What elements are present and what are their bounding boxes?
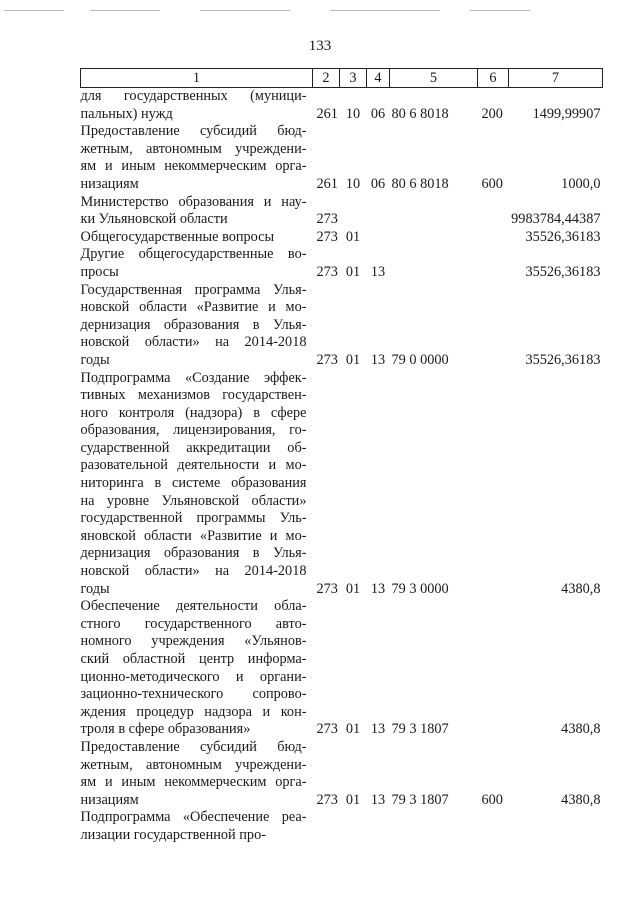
description-line: Предоставление субсидий бюд- [80,123,307,140]
description-line: новской области «Развитие и мо- [80,299,307,316]
ministry-code: 273 [316,721,338,738]
target-article-code: 79 0 0000 [391,351,449,368]
description-line: Обеспечение деятельности обла- [80,598,307,615]
row-description [81,370,313,599]
expense-type-code [478,194,509,229]
table-row [81,598,603,739]
amount: 35526,36183 [525,263,601,280]
description-line: Подпрограмма «Обеспечение реа- [80,809,307,826]
column-header-3: 3 [340,69,367,88]
row-description [81,739,313,809]
table-row [81,123,603,193]
row-description [81,809,313,844]
column-header-7: 7 [509,69,603,88]
table-row [81,739,603,809]
description-line: ниторинга в системе образования [80,475,307,492]
description-line: ного контроля (надзора) в сфере [80,404,307,421]
row-description [81,123,313,193]
scan-mark [330,10,440,11]
table-header-row [81,69,603,88]
table-row [81,229,603,247]
section-code [340,194,367,229]
amount: 35526,36183 [525,351,601,368]
table-row [81,246,603,281]
description-line: Предоставление субсидий бюд- [80,738,307,755]
description-line: Государственная программа Улья- [80,281,307,298]
row-description [81,598,313,739]
amount: 4380,8 [561,721,601,738]
description-line: на уровне Ульяновской области» [80,492,307,509]
subsection-code [367,229,390,247]
description-line: Общегосударственные вопросы [80,228,275,245]
target-article-code [390,246,478,281]
table-row [81,88,603,124]
target-article-code [390,809,478,844]
ministry-code: 273 [316,263,338,280]
amount: 35526,36183 [525,228,601,245]
subsection-code: 13 [370,721,386,738]
table-body [81,88,603,845]
description-line: ям и иным некоммерческим орга- [80,774,307,791]
subsection-code: 13 [370,580,386,597]
description-line: дернизация образования в Улья- [80,545,307,562]
amount: 4380,8 [561,791,601,808]
description-line: низациям [80,175,139,192]
description-line: жетным, автономным учреждени- [80,140,307,157]
column-header-2: 2 [313,69,340,88]
table-row [81,282,603,370]
row-description [81,282,313,370]
expense-type-code [478,809,509,844]
subsection-code: 06 [370,105,386,122]
scan-mark [4,10,64,11]
subsection-code: 06 [370,175,386,192]
section-code: 01 [345,228,361,245]
expense-type-code [478,246,509,281]
description-line: Подпрограмма «Создание эффек- [80,369,307,386]
amount: 9983784,44387 [511,211,601,228]
column-header-4: 4 [367,69,390,88]
ministry-code: 273 [316,351,338,368]
expense-type-code [478,229,509,247]
description-line: яновской области «Развитие и мо- [80,527,307,544]
expense-type-code [478,598,509,739]
description-line: сударственной аккредитации об- [80,439,307,456]
description-line: Другие общегосударственные во- [80,246,307,263]
description-line: новской области» на 2014-2018 [80,334,307,351]
description-line: ям и иным некоммерческим орга- [80,158,307,175]
ministry-code: 273 [316,228,338,245]
description-line: зационно-технического сопрово- [80,686,307,703]
description-line: номного учреждения «Ульянов- [80,633,307,650]
section-code: 01 [345,791,361,808]
scan-mark [90,10,160,11]
target-article-code: 79 3 0000 [391,580,449,597]
page-number: 133 [308,38,332,54]
section-code: 01 [345,580,361,597]
section-code: 01 [345,263,361,280]
description-line: просы [80,263,119,280]
column-header-6: 6 [478,69,509,88]
row-description [81,88,313,124]
amount: 4380,8 [561,580,601,597]
expense-type-code: 200 [481,105,503,122]
ministry-code: 273 [316,791,338,808]
description-line: пальных) нужд [80,105,173,122]
subsection-code [367,194,390,229]
description-line: ский областной центр информа- [80,651,307,667]
row-description [81,229,313,247]
expense-type-code: 600 [481,791,503,808]
description-line: дернизация образования в Улья- [80,316,307,333]
subsection-code: 13 [370,351,386,368]
expense-type-code [478,282,509,370]
budget-table [80,68,603,845]
target-article-code [390,194,478,229]
description-line: жетным, автономным учреждени- [80,756,307,773]
ministry-code [313,809,340,844]
description-line: для государственных (муници- [80,88,307,104]
target-article-code: 79 3 1807 [391,791,449,808]
scan-mark [470,10,530,11]
amount: 1000,0 [561,175,601,192]
description-line: ждения процедур надзора и кон- [80,703,307,720]
section-code: 10 [345,175,361,192]
row-description [81,194,313,229]
description-line: разовательной деятельности и мо- [80,457,307,474]
description-line: лизации государственной про- [80,826,266,843]
description-line: образования, лицензирования, го- [80,422,307,439]
section-code: 10 [345,105,361,122]
description-line: троля в сфере образования» [80,721,251,738]
description-line: тивных механизмов государствен- [80,387,307,404]
ministry-code: 261 [316,175,338,192]
section-code: 01 [345,721,361,738]
description-line: ционно-методического и органи- [80,668,307,685]
ministry-code: 273 [316,580,338,597]
column-header-1: 1 [81,69,313,88]
target-article-code: 80 6 8018 [391,105,449,122]
amount [509,809,603,844]
description-line: годы [80,580,110,597]
expense-type-code: 600 [481,175,503,192]
ministry-code: 261 [316,105,338,122]
section-code: 01 [345,351,361,368]
description-line: новской области» на 2014-2018 [80,563,307,580]
expense-type-code [478,370,509,599]
description-line: стного государственного авто- [80,615,307,632]
table-row [81,194,603,229]
description-line: годы [80,351,110,368]
target-article-code: 80 6 8018 [391,175,449,192]
target-article-code [390,229,478,247]
description-line: Министерство образования и нау- [80,193,307,210]
subsection-code: 13 [370,791,386,808]
subsection-code [367,809,390,844]
description-line: низациям [80,791,139,808]
subsection-code: 13 [370,263,386,280]
scan-mark [200,10,290,11]
ministry-code: 273 [316,211,338,228]
description-line: государственной программы Уль- [80,510,307,527]
table-row [81,809,603,844]
target-article-code: 79 3 1807 [391,721,449,738]
description-line: ки Ульяновской области [80,211,228,228]
amount: 1499,99907 [532,105,601,122]
row-description [81,246,313,281]
section-code [340,809,367,844]
column-header-5: 5 [390,69,478,88]
table-row [81,370,603,599]
